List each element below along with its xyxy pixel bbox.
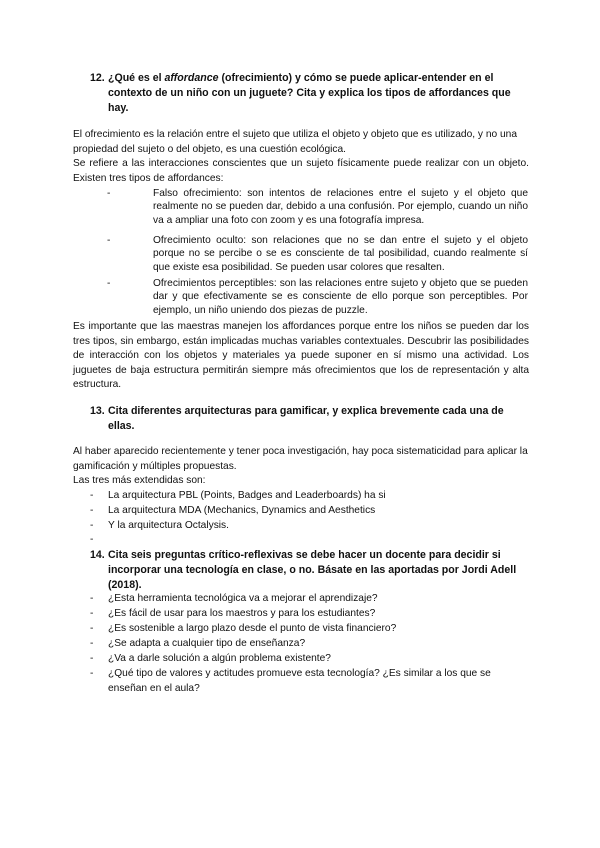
- dash-bullet: -: [90, 668, 94, 679]
- dash-bullet: -: [90, 505, 94, 516]
- affordance-term: affordance: [164, 72, 219, 84]
- paragraph: Se refiere a las interacciones conscientes que un sujeto físicamente puede realizar con un objeto. Existen tres tipos de affordances:: [73, 158, 529, 184]
- empty-dash-bullet: -: [90, 534, 94, 545]
- paragraph: Es importante que las maestras manejen los affordances porque entre los niños se pueden dar los tres tipos, sin embargo, están implicadas muchas variables contextuales. Descubrir las posibilidades de interacción con los objetos y materiales ya puede suponer en sí mismo una actividad. Los juguetes de baja estructura permitirán siempre más ofrecimientos que los de representación y alta estructura.: [73, 321, 529, 391]
- document-page: 12. ¿Qué es el affordance (ofrecimiento) y cómo se puede aplicar-entender en el contexto de un niño con un juguete? Cita y explica los tipos de affordances que hay. El ofrecimiento es la relación entre el sujeto que utiliza el objeto y objeto que es utilizado, y no una propiedad del sujeto o del objeto, es una cuestión ecológica. Se refiere a las interacciones conscientes que un sujeto físicamente puede realizar con un objeto. Existen tres tipos de affordances: - Falso ofrecimiento: son intentos de relaciones entre el sujeto y el objeto que realmente no se pueden dar, debido a una confusión. Por ejemplo, cuando un niño va a ampliar una foto con zoom y es una fotografía impresa. - Ofrecimiento oculto: son relaciones que no se dan entre el sujeto y el objeto porque no se percibe o se es consciente de tal posibilidad, cuando realmente sí que existe esa posibilidad. Se pueden usar colores que resalten. - Ofrecimientos perceptibles: son las relaciones entre sujeto y objeto que se pueden dar y que efectivamente se es consciente de ello porque son perceptibles. Por ejemplo, un niño uniendo dos piezas de puzzle. Es importante que las maestras manejen los affordances porque entre los niños se pueden dar los tres tipos, sin embargo, están implicadas muchas variables contextuales. Descubrir las posibilidades de interacción con los objetos y materiales ya puede suponer en sí mismo una actividad. Los juguetes de baja estructura permitirán siempre más ofrecimientos que los de representación y alta estructura. 13. Cita diferentes arquitecturas para gamificar, y explica brevemente cada una de ellas. Al haber aparecido recientemente y tener poca investigación, hay poca sistematicidad para aplicar la gamificación y múltiples propuestas. Las tres más extendidas son: - La arquitectura PBL (Points, Badges and Leaderboards) ha si - La arquitectura MDA (Mechanics, Dynamics and Aesthetics - Y la arquitectura Octalysis. - 14. Cita seis preguntas crítico-reflexivas se debe hacer un docente para decidir si incorporar una tecnología en clase, o no. Básate en las aportadas por Jordi Adell (2018). - ¿Esta herramienta tecnológica va a mejorar el aprendizaje? - ¿Es fácil de usar para los maestros y para los estudiantes? - ¿Es sostenible a largo plazo desde el punto de vista financiero? - ¿Se adapta a cualquier tipo de enseñanza? - ¿Va a darle solución a algún problema existente? - ¿Qué tipo de valores y actitudes promueve esta tecnología? ¿Es similar a los que se enseñan en el aula?: [0, 0, 600, 848]
- affordance-type-item: - Ofrecimientos perceptibles: son las relaciones entre sujeto y objeto que se pueden dar y que efectivamente se es consciente de ello porque son perceptibles. Por ejemplo, un niño uniendo dos piezas de puzzle.: [107, 278, 528, 316]
- question-13-heading: 13. Cita diferentes arquitecturas para gamificar, y explica brevemente cada una de ellas.: [90, 405, 504, 432]
- affordance-type-item: - Ofrecimiento oculto: son relaciones que no se dan entre el sujeto y el objeto porque no se percibe o se es consciente de tal posibilidad, cuando realmente sí que existe esa posibilidad. Se pueden usar colores que resalten.: [107, 235, 528, 273]
- dash-bullet: -: [90, 653, 94, 664]
- question-12-heading: 12. ¿Qué es el affordance (ofrecimiento) y cómo se puede aplicar-entender en el contexto de un niño con un juguete? Cita y explica los tipos de affordances que hay.: [90, 72, 511, 114]
- paragraph: Al haber aparecido recientemente y tener poca investigación, hay poca sistematicidad para aplicar la gamificación y múltiples propuestas.: [73, 446, 528, 472]
- paragraph: Las tres más extendidas son:: [73, 475, 206, 486]
- question-number: 13.: [90, 405, 105, 417]
- dash-bullet: -: [90, 623, 94, 634]
- dash-bullet: -: [107, 188, 111, 199]
- question-14-heading: 14. Cita seis preguntas crítico-reflexivas se debe hacer un docente para decidir si incorporar una tecnología en clase, o no. Básate en las aportadas por Jordi Adell (2018).: [90, 549, 517, 591]
- question-number: 14.: [90, 549, 105, 561]
- question-number: 12.: [90, 72, 105, 84]
- dash-bullet: -: [90, 638, 94, 649]
- affordance-type-item: - Falso ofrecimiento: son intentos de relaciones entre el sujeto y el objeto que realmente no se pueden dar, debido a una confusión. Por ejemplo, cuando un niño va a ampliar una foto con zoom y es una fotografía impresa.: [107, 188, 528, 226]
- dash-bullet: -: [90, 520, 94, 531]
- dash-bullet: -: [90, 490, 94, 501]
- dash-bullet: -: [107, 235, 111, 246]
- dash-bullet: -: [90, 593, 94, 604]
- dash-bullet: -: [107, 278, 111, 289]
- dash-bullet: -: [90, 608, 94, 619]
- paragraph: El ofrecimiento es la relación entre el sujeto que utiliza el objeto y objeto que es utilizado, y no una propiedad del sujeto o del objeto, es una cuestión ecológica.: [73, 129, 517, 155]
